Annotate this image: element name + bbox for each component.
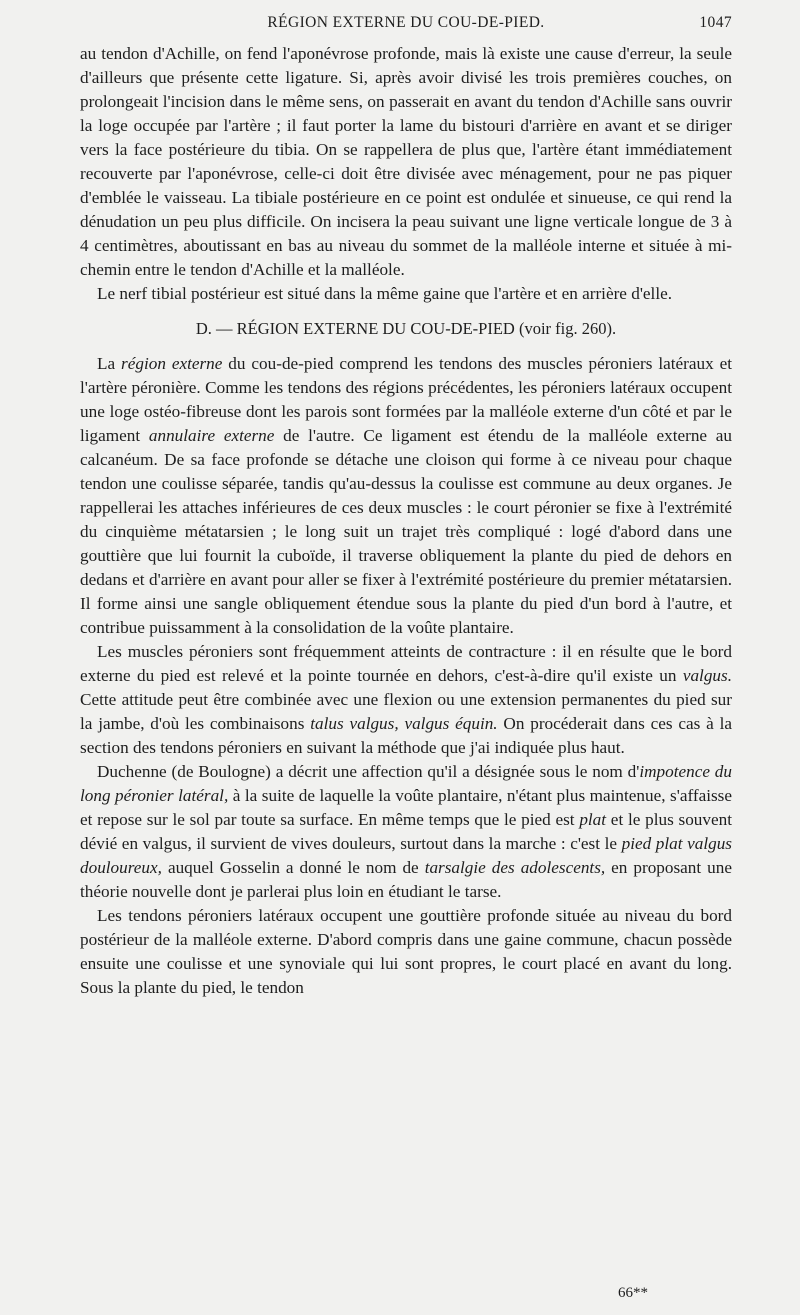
running-head xyxy=(80,14,732,38)
paragraph: Le nerf tibial postérieur est situé dans la même gaine que l'artère et en arrière d'elle. xyxy=(97,284,673,303)
italic-term: région externe xyxy=(121,354,223,373)
paragraph xyxy=(80,760,732,904)
text-run: Les muscles péroniers sont fréquemment atteints de contracture : il en résulte que le bord externe du pied est relevé et la pointe tournée en dehors, c'est-à-dire qu'il existe un xyxy=(80,642,732,685)
text-run: en proposant une théorie nouvelle dont je parlerai plus loin en étudiant le tarse. xyxy=(80,858,732,901)
paragraph xyxy=(80,352,732,640)
paragraph: Les tendons péroniers latéraux occupent une gouttière profonde située au niveau du bord postérieur de la malléole externe. D'abord compris dans une gaine commune, chacun possède ensuite une coulisse et une synoviale qui lui sont propres, le court placé en avant du long. Sous la plante du pied, le tendon xyxy=(80,906,732,997)
text-run: Cette attitude peut être combinée avec une flexion ou une extension permanentes du pied sur la jambe, d'où les combinaisons xyxy=(80,690,732,733)
italic-term: valgus. xyxy=(682,666,732,685)
italic-term: pied plat valgus douloureux, xyxy=(80,834,732,877)
section-heading: D. — RÉGION EXTERNE DU COU-DE-PIED (voir fig. 260). xyxy=(195,319,617,338)
text-run: La xyxy=(97,354,122,373)
italic-term: talus valgus, valgus équin. xyxy=(310,714,498,733)
running-head-title: RÉGION EXTERNE DU COU-DE-PIED. xyxy=(267,14,545,31)
text-run: à la suite de laquelle la voûte plantaire, n'étant plus maintenue, s'affaisse et repose sur le sol par toute sa surface. En même temps que le pied est xyxy=(80,786,732,829)
body-text xyxy=(80,42,732,1000)
page-number: 1047 xyxy=(699,14,732,31)
text-run: de l'autre. Ce ligament est étendu de la malléole externe au calcanéum. De sa face profonde se détache une cloison qui forme à ce niveau pour chaque tendon une coulisse séparée, tandis qu'au-dessus la coulisse est commune au deux organes. Je rappellerai les attaches inférieures de ces deux muscles : le court péronier se fixe à l'extrémité du cinquième métatarsien ; le long suit un trajet très compliqué : logé d'abord dans une gouttière que lui fournit la cuboïde, il traverse obliquement la plante du pied de dehors en dedans et d'arrière en avant pour aller se fixer à l'extrémité postérieure du premier métatarsien. Il forme ainsi une sangle obliquement étendue sous la plante du pied d'un bord à l'autre, et contribue puissamment à la consolidation de la voûte plantaire. xyxy=(80,426,732,637)
text-run: Duchenne (de Boulogne) a décrit une affection qu'il a désignée sous le nom d' xyxy=(97,762,640,781)
text-run: du cou-de-pied comprend les tendons des muscles péroniers latéraux et l'artère péronière. Comme les tendons des régions précédentes, les péroniers latéraux occupent une loge ostéo-fibreuse dont les parois sont formées par la malléole externe d'un côté et par le ligament xyxy=(80,354,732,445)
paragraph: au tendon d'Achille, on fend l'aponévrose profonde, mais là existe une cause d'erreur, la seule d'ailleurs que présente cette ligature. Si, après avoir divisé les trois premières couches, on prolongeait l'incision dans le même sens, on passerait en avant du tendon d'Achille sans ouvrir la loge occupée par l'artère ; il faut porter la lame du bistouri d'arrière en avant et se diriger vers la face postérieure du tibia. On se rappellera de plus que, l'artère étant immédiatement recouverte par l'aponévrose, celle-ci doit être divisée avec ménagement, pour ne pas piquer d'emblée le vaisseau. La tibiale postérieure en ce point est ondulée et sinueuse, ce qui rend la dénudation un peu plus difficile. On incisera la peau suivant une ligne verticale longue de 3 à 4 centimètres, aboutissant en bas au niveau du sommet de la malléole interne et située à mi-chemin entre le tendon d'Achille et la malléole. xyxy=(80,44,732,279)
text-run: auquel Gosselin a donné le nom de xyxy=(161,858,425,877)
text-run: et le plus souvent dévié en valgus, il survient de vives douleurs, surtout dans la marche : c'est le xyxy=(80,810,732,853)
signature-mark: 66** xyxy=(618,1285,648,1301)
italic-term: impotence du long péronier latéral, xyxy=(80,762,732,805)
paragraph xyxy=(80,640,732,760)
italic-term: annulaire externe xyxy=(148,426,275,445)
italic-term: plat xyxy=(579,810,607,829)
text-run: On procéderait dans ces cas à la section des tendons péroniers en suivant la méthode que j'ai indiquée plus haut. xyxy=(80,714,732,757)
italic-term: tarsalgie des adolescents, xyxy=(424,858,606,877)
